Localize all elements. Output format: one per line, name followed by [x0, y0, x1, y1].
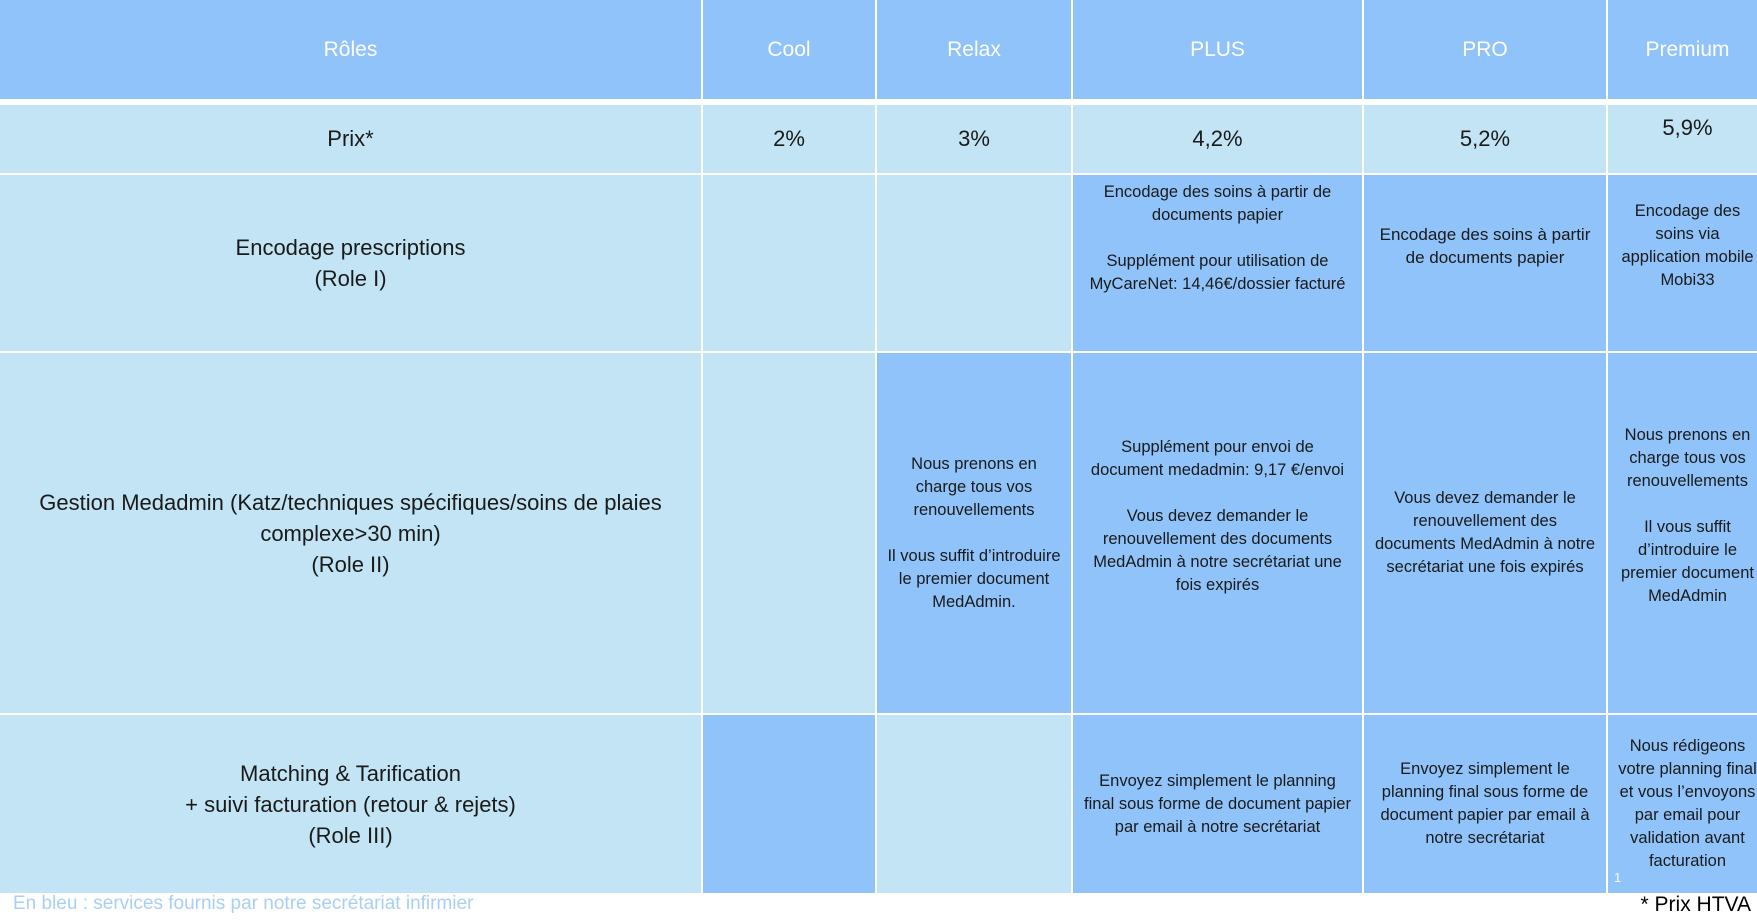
role1-plus-text-1: Encodage des soins à partir de documents papier [1103, 183, 1332, 224]
role1-label [0, 175, 701, 351]
role2-relax-text-2: Il vous suffit d’introduire le premier document MedAdmin. [887, 546, 1061, 611]
price-cool [703, 105, 875, 173]
role3-title-line2: + suivi facturation (retour & rejets) [185, 791, 516, 817]
price-plus [1073, 105, 1362, 173]
role3-pro-text: Envoyez simplement le planning final sous forme de document papier par email à notre secrétariat [1380, 760, 1590, 847]
price-label [0, 105, 701, 173]
role2-pro-text: Vous devez demander le renouvellement des documents MedAdmin à notre secrétariat une fois expirés [1374, 489, 1596, 576]
role3-label [0, 715, 701, 893]
role3-pro [1364, 715, 1606, 893]
plan-label: Cool [767, 37, 811, 61]
role2-title-line1: Gestion Medadmin (Katz/techniques spécifiques/soins de plaies [39, 489, 662, 515]
price-value: 5,9% [1662, 115, 1713, 140]
role3-premium-text: Nous rédigeons votre planning final et vous l’envoyons par email pour validation avant facturation [1618, 737, 1757, 870]
role2-relax-text-1: Nous prenons en charge tous vos renouvellements [911, 454, 1037, 519]
role1-pro-text: Encodage des soins à partir de documents papier [1379, 225, 1591, 267]
role3-plus [1073, 715, 1362, 893]
role2-premium [1608, 353, 1757, 713]
header-plan-plus [1073, 0, 1362, 103]
role3-cool [703, 715, 875, 893]
role3-title-line1: Matching & Tarification [240, 760, 461, 786]
plan-label: PLUS [1190, 37, 1245, 61]
role1-pro [1364, 175, 1606, 351]
role1-subtitle: (Role I) [314, 266, 387, 291]
price-value: 4,2% [1192, 126, 1243, 151]
price-label-text: Prix* [327, 126, 374, 151]
header-plan-pro [1364, 0, 1606, 103]
role2-relax [877, 353, 1071, 713]
price-pro [1364, 105, 1606, 173]
header-roles-label: Rôles [323, 37, 378, 61]
plan-label: Relax [947, 37, 1001, 61]
role1-premium-text: Encodage des soins via application mobile Mobi33 [1621, 202, 1754, 289]
role3-premium [1608, 715, 1757, 893]
header-roles [0, 0, 701, 103]
slide-number: 1 [1614, 870, 1622, 885]
price-value: 2% [773, 126, 805, 151]
plan-label: Premium [1645, 37, 1730, 61]
role1-plus [1073, 175, 1362, 351]
role2-premium-text-1: Nous prenons en charge tous vos renouvellements [1624, 426, 1751, 490]
role2-subtitle: (Role II) [311, 551, 390, 577]
role3-plus-text: Envoyez simplement le planning final sous forme de document papier par email à notre secrétariat [1084, 771, 1351, 836]
header-plan-relax [877, 0, 1071, 103]
role1-title: Encodage prescriptions [235, 235, 466, 260]
role1-cool [703, 175, 875, 351]
role3-relax [877, 715, 1071, 893]
blue-legend: En bleu : services fournis par notre secrétariat infirmier [13, 893, 474, 914]
header-plan-cool [703, 0, 875, 103]
role2-title-line2: complexe>30 min) [260, 520, 441, 546]
price-footnote: * Prix HTVA [1640, 893, 1751, 916]
role3-subtitle: (Role III) [308, 822, 393, 848]
price-relax [877, 105, 1071, 173]
role2-label [0, 353, 701, 713]
role2-premium-text-2: Il vous suffit d’introduire le premier document MedAdmin [1621, 518, 1754, 605]
role2-plus-text-2: Vous devez demander le renouvellement des documents MedAdmin à notre secrétariat une fois expirés [1093, 506, 1342, 594]
header-plan-premium [1608, 0, 1757, 103]
role2-cool [703, 353, 875, 713]
role1-premium [1608, 175, 1757, 351]
role1-relax [877, 175, 1071, 351]
price-value: 3% [958, 126, 990, 151]
price-value: 5,2% [1459, 126, 1511, 151]
role1-plus-text-2: Supplément pour utilisation de MyCareNet: 14,46€/dossier facturé [1089, 252, 1346, 293]
role2-plus-text-1: Supplément pour envoi de document medadmin: 9,17 €/envoi [1090, 437, 1345, 479]
role2-pro [1364, 353, 1606, 713]
price-premium [1608, 105, 1757, 173]
role2-plus [1073, 353, 1362, 713]
plan-label: PRO [1462, 37, 1508, 61]
